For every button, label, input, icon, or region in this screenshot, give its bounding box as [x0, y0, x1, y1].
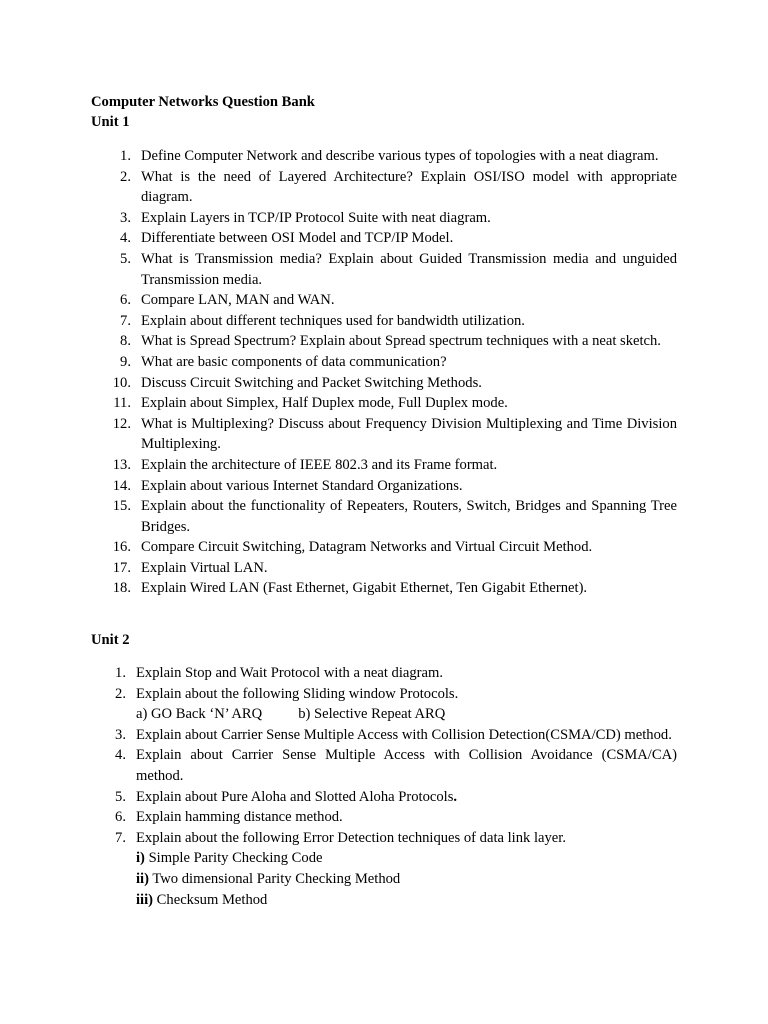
item-number: 14.	[112, 477, 131, 494]
list-item	[115, 807, 677, 828]
question-text: Explain Stop and Wait Protocol with a neat diagram.	[136, 665, 443, 681]
question-text: Explain the architecture of IEEE 802.3 and its Frame format.	[141, 456, 498, 473]
item-number: 11.	[113, 395, 131, 412]
trailing-period: .	[453, 788, 458, 805]
question-text: Explain about the following Sliding window Protocols.	[136, 685, 459, 702]
list-item	[115, 745, 677, 786]
subitem-text: Checksum Method	[153, 891, 268, 908]
question-text: Explain about different techniques used for bandwidth utilization.	[141, 312, 525, 329]
item-number: 15.	[112, 498, 131, 515]
question-text: Explain Wired LAN (Fast Ethernet, Gigabit Ethernet, Ten Gigabit Ethernet).	[141, 580, 588, 597]
document-title: Computer Networks Question Bank	[91, 94, 315, 110]
unit2-question-list	[115, 663, 677, 910]
option-go-back-n: a) GO Back ‘N’ ARQ	[136, 706, 263, 723]
item-number: 13.	[112, 456, 131, 473]
list-item	[115, 725, 677, 746]
item-number: 1.	[115, 665, 126, 681]
question-text: What is Transmission media? Explain about Guided Transmission media and unguided Transmission media.	[141, 250, 677, 288]
item-number: 2.	[120, 168, 131, 185]
list-item	[113, 393, 677, 414]
item-number: 17.	[112, 559, 131, 576]
item-number: 18.	[112, 580, 131, 597]
list-item	[115, 663, 677, 684]
list-item	[112, 558, 677, 579]
question-text: Explain hamming distance method.	[136, 809, 343, 826]
question-text: Explain about various Internet Standard Organizations.	[141, 477, 463, 494]
list-item	[120, 290, 677, 311]
subitem-text: Two dimensional Parity Checking Method	[148, 870, 401, 887]
question-text: Explain about Pure Aloha and Slotted Aloha Protocols	[136, 788, 454, 805]
question-text: Compare Circuit Switching, Datagram Networks and Virtual Circuit Method.	[141, 539, 593, 556]
list-item	[120, 249, 677, 290]
list-item	[120, 331, 677, 352]
item-number: 10.	[112, 374, 131, 391]
question-text: Explain Layers in TCP/IP Protocol Suite with neat diagram.	[141, 209, 491, 226]
list-item	[120, 228, 677, 249]
question-text: What are basic components of data communication?	[141, 353, 447, 370]
error-detection-subitem	[136, 848, 677, 869]
list-item	[112, 476, 677, 497]
question-text: Explain about Simplex, Half Duplex mode, Full Duplex mode.	[141, 395, 508, 412]
question-text: Compare LAN, MAN and WAN.	[141, 292, 335, 309]
item-number: 2.	[115, 685, 126, 702]
question-text: Discuss Circuit Switching and Packet Switching Methods.	[141, 374, 482, 391]
question-text: What is Spread Spectrum? Explain about Spread spectrum techniques with a neat sketch.	[141, 333, 661, 350]
list-item	[112, 373, 677, 394]
list-item	[120, 352, 677, 373]
list-item	[115, 787, 677, 808]
error-detection-subitem	[136, 890, 677, 911]
list-item	[115, 828, 677, 910]
item-number: 7.	[115, 829, 126, 846]
question-text: What is the need of Layered Architecture? Explain OSI/ISO model with appropriate diagram.	[141, 168, 677, 206]
unit2-heading: Unit 2	[91, 632, 130, 648]
question-text: Explain Virtual LAN.	[141, 559, 268, 576]
question-text: What is Multiplexing? Discuss about Frequency Division Multiplexing and Time Division Multiplexing.	[141, 415, 677, 453]
item-number: 12.	[112, 415, 131, 432]
list-item	[112, 496, 677, 537]
list-item	[120, 208, 677, 229]
subitem-text: Simple Parity Checking Code	[144, 850, 323, 867]
item-number: 16.	[112, 539, 131, 556]
option-selective-repeat: b) Selective Repeat ARQ	[298, 706, 446, 723]
item-number: 3.	[120, 209, 131, 226]
item-number: 5.	[120, 250, 131, 267]
list-item	[112, 578, 677, 599]
subitem-marker: ii)	[136, 870, 149, 887]
list-item	[115, 684, 677, 725]
error-detection-subitem	[136, 869, 677, 890]
item-number: 6.	[115, 809, 126, 826]
question-text: Define Computer Network and describe various types of topologies with a neat diagram.	[141, 148, 659, 164]
item-number: 5.	[115, 788, 126, 805]
list-item	[112, 455, 677, 476]
item-number: 6.	[120, 292, 131, 309]
item-number: 3.	[115, 726, 126, 743]
item-number: 9.	[120, 353, 131, 370]
list-item	[112, 414, 677, 455]
list-item	[120, 167, 677, 208]
question-text: Explain about the following Error Detection techniques of data link layer.	[136, 829, 566, 846]
subitem-marker: i)	[136, 850, 145, 867]
question-text: Explain about Carrier Sense Multiple Access with Collision Detection(CSMA/CD) method.	[136, 726, 672, 743]
unit1-heading: Unit 1	[91, 114, 130, 130]
question-text: Explain about the functionality of Repeaters, Routers, Switch, Bridges and Spanning Tree Bridges.	[141, 498, 677, 535]
list-item	[112, 537, 677, 558]
item-number: 4.	[115, 747, 126, 764]
subitem-marker: iii)	[136, 891, 154, 908]
question-text: Differentiate between OSI Model and TCP/IP Model.	[141, 230, 454, 247]
list-item	[120, 146, 677, 167]
item-number: 4.	[120, 230, 131, 247]
unit1-question-list	[112, 146, 677, 599]
item-number: 7.	[120, 312, 131, 329]
item-number: 8.	[120, 333, 131, 350]
sliding-window-options	[136, 704, 677, 725]
list-item	[120, 311, 677, 332]
item-number: 1.	[120, 148, 131, 164]
question-text: Explain about Carrier Sense Multiple Access with Collision Avoidance (CSMA/CA) method.	[136, 747, 677, 784]
